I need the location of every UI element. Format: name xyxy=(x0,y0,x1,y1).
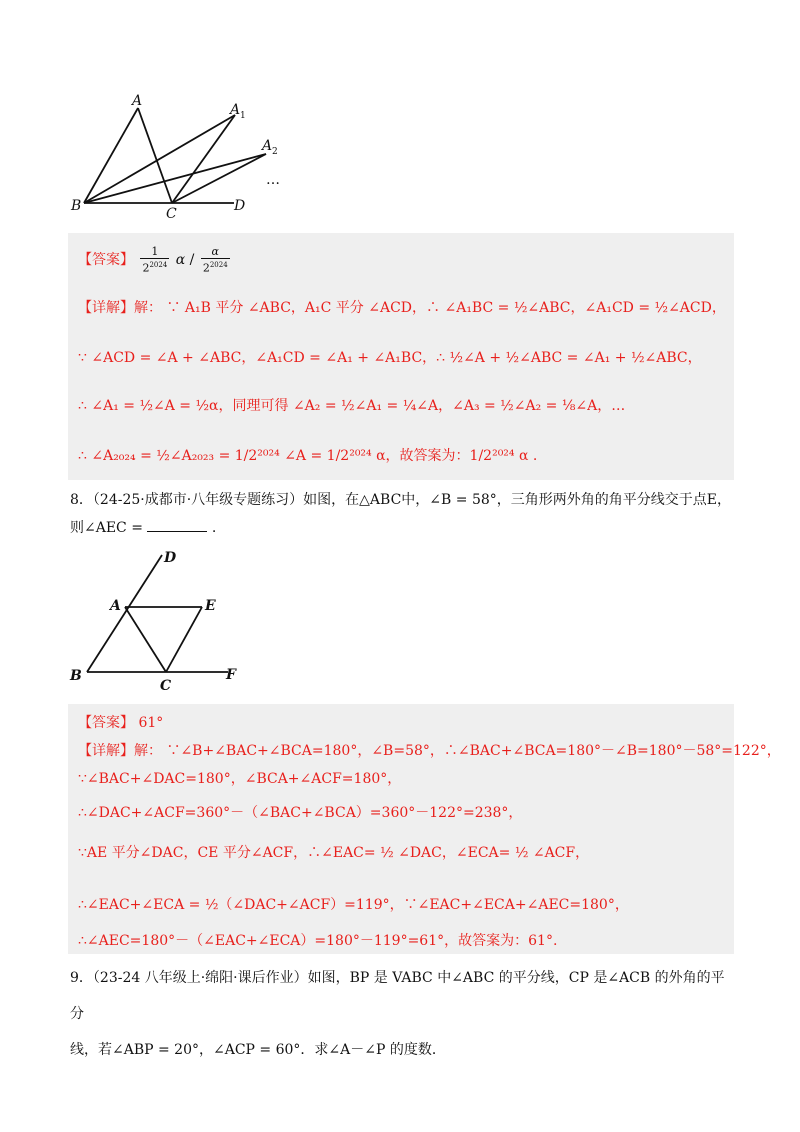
q7-answer-tag: 【答案】 xyxy=(78,251,134,268)
q8-answer-box xyxy=(68,704,781,954)
label-A1: A xyxy=(230,102,241,118)
figure-angle-bisector-sequence xyxy=(68,92,298,220)
q7-detail-text-1: ∵ A₁B 平分 ∠ABC，A₁C 平分 ∠ACD，∴ ∠A₁BC = ½∠ABC，∠A₁CD = ½∠ACD， xyxy=(166,300,726,316)
q7-detail-line-3: ∴ ∠A₁ = ½∠A = ½α，同理可得 ∠A₂ = ½∠A₁ = ¼∠A，∠A₃ = ½∠A₂ = ⅛∠A，… xyxy=(78,398,626,414)
q8-detail-line-1 xyxy=(78,740,781,760)
q9-question xyxy=(70,960,734,1068)
q7-detail-line-1 xyxy=(78,297,726,317)
label-dots: … xyxy=(266,172,280,188)
frac-num: α xyxy=(201,245,230,259)
label-B: B xyxy=(70,668,82,684)
label-A1-sub: 1 xyxy=(240,111,246,121)
segment-BA1 xyxy=(84,115,235,203)
label-D: D xyxy=(164,550,177,566)
q7-detail-line-2: ∵ ∠ACD = ∠A + ∠ABC，∠A₁CD = ∠A₁ + ∠A₁BC，∴ ½∠A + ½∠ABC = ∠A₁ + ½∠ABC， xyxy=(78,350,702,366)
segment-BA2 xyxy=(84,154,266,203)
segment-AC xyxy=(125,607,166,672)
frac-num: 1 xyxy=(140,245,169,259)
q8-detail-line-6: ∴∠AEC=180°－（∠EAC+∠ECA）=180°－119°=61°，故答案为：61°. xyxy=(78,933,558,949)
q7-answer-line xyxy=(78,245,232,275)
q7-answer-frac1 xyxy=(140,245,169,275)
q8-line-2-suffix: . xyxy=(211,520,217,536)
q8-detail-line-3: ∴∠DAC+∠ACF=360°－（∠BAC+∠BCA）=360°－122°=238°， xyxy=(78,805,523,821)
q8-line-1: 8．（24-25·成都市·八年级专题练习）如图，在△ABC中，∠B = 58°，三角形两外角的角平分线交于点E， xyxy=(70,492,731,508)
label-E: E xyxy=(205,598,216,614)
q8-detail-text-1: ∵∠B+∠BAC+∠BCA=180°，∠B=58°，∴∠BAC+∠BCA=180°－∠B=180°－58°=122°， xyxy=(166,743,781,759)
q8-detail-line-2: ∵∠BAC+∠DAC=180°，∠BCA+∠ACF=180°， xyxy=(78,771,402,787)
label-C: C xyxy=(166,206,177,222)
q8-line-2-prefix: 则∠AEC = xyxy=(70,520,143,536)
label-A2: A xyxy=(262,138,273,154)
q7-answer-slash: / xyxy=(189,251,195,268)
q8-detail-line-4: ∵AE 平分∠DAC，CE 平分∠ACF，∴∠EAC= ½ ∠DAC，∠ECA= ½ ∠ACF， xyxy=(78,845,590,861)
q8-detail-tag: 【详解】解： xyxy=(78,743,162,759)
q8-answer-line xyxy=(78,712,163,732)
segment-BD xyxy=(87,555,162,672)
figure-triangle-external-bisectors xyxy=(68,548,248,694)
label-A2-sub: 2 xyxy=(272,147,278,157)
frac-den: $2^{2024}$ xyxy=(142,261,168,275)
label-D: D xyxy=(234,198,246,214)
q7-detail-line-4: ∴ ∠A₂₀₂₄ = ½∠A₂₀₂₃ = 1/2²⁰²⁴ ∠A = 1/2²⁰²⁴ α，故答案为：1/2²⁰²⁴ α . xyxy=(78,448,538,464)
q8-answer-blank xyxy=(147,517,207,532)
segment-CE xyxy=(166,607,202,672)
q8-line-2 xyxy=(70,514,734,542)
q9-line-1: 9．（23-24 八年级上·绵阳·课后作业）如图，BP 是 VABC 中∠ABC 的平分线，CP 是∠ACB 的外角的平分 xyxy=(70,970,725,1022)
label-A: A xyxy=(132,93,143,109)
segment-CA1 xyxy=(172,115,235,203)
label-C: C xyxy=(160,678,172,694)
q7-detail-tag: 【详解】解： xyxy=(78,300,162,316)
q7-answer-alpha: α xyxy=(175,251,186,268)
q8-answer-tag: 【答案】 xyxy=(78,715,134,731)
segment-CA2 xyxy=(172,154,266,203)
q7-answer-box xyxy=(68,233,734,480)
frac-den: $2^{2024}$ xyxy=(202,261,228,275)
q9-line-2: 线，若∠ABP = 20°，∠ACP = 60°．求∠A－∠P 的度数． xyxy=(70,1042,446,1058)
q8-detail-line-5: ∴∠EAC+∠ECA = ½（∠DAC+∠ACF）=119°，∵∠EAC+∠ECA+∠AEC=180°， xyxy=(78,897,629,913)
q7-answer-frac2 xyxy=(201,245,230,275)
q8-answer-value: 61° xyxy=(138,715,164,731)
label-A: A xyxy=(110,598,121,614)
segment-BA xyxy=(84,108,138,203)
label-F: F xyxy=(226,667,236,683)
q8-question xyxy=(70,486,734,542)
label-B: B xyxy=(71,198,82,214)
